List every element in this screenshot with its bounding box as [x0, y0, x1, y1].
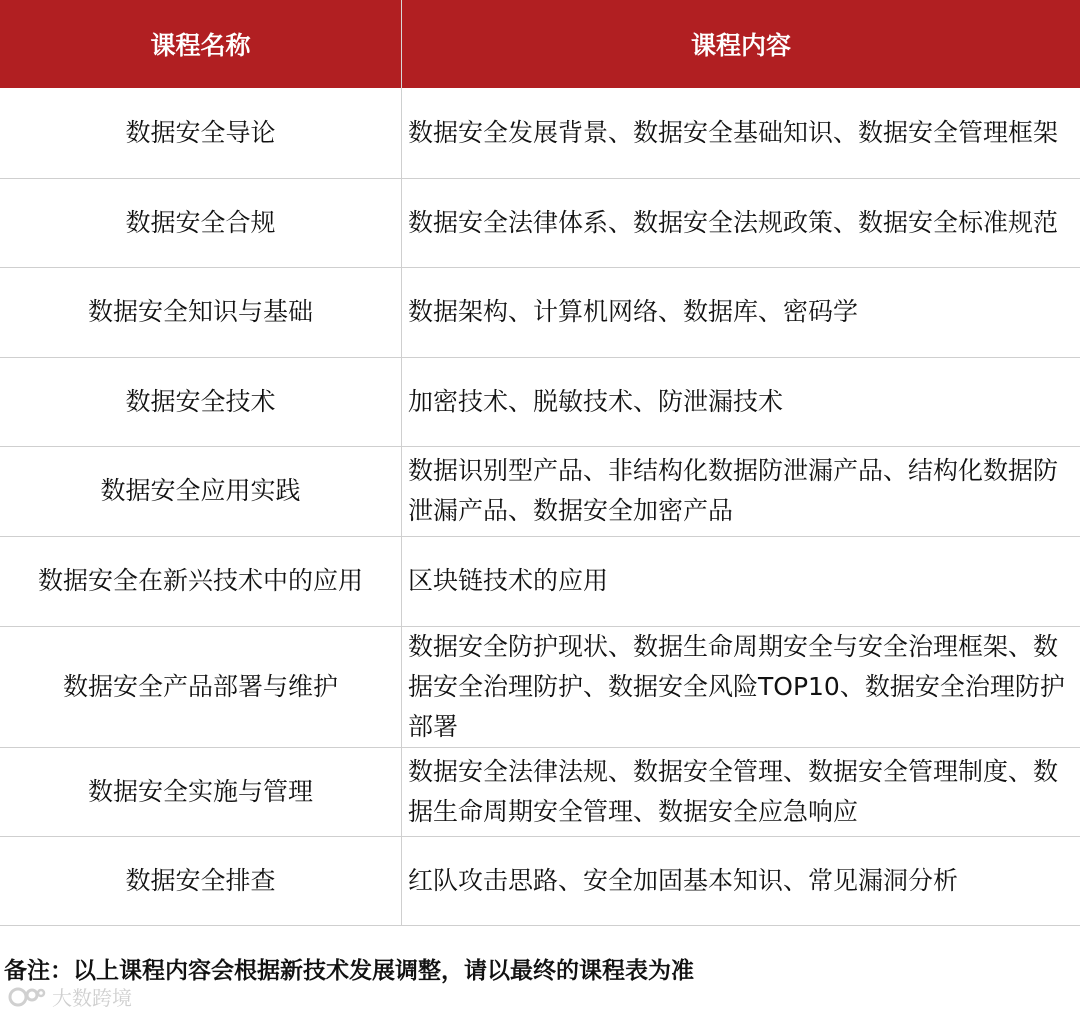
course-content-cell: 红队攻击思路、安全加固基本知识、常见漏洞分析: [402, 836, 1080, 925]
table-row: [0, 836, 1080, 925]
course-content-cell: 加密技术、脱敏技术、防泄漏技术: [402, 357, 1080, 446]
course-content-cell: 数据安全发展背景、数据安全基础知识、数据安全管理框架: [402, 88, 1080, 178]
table-row: [0, 536, 1080, 626]
course-name-cell: 数据安全在新兴技术中的应用: [0, 536, 402, 626]
course-name-cell: 数据安全导论: [0, 88, 402, 178]
footnote: 备注：以上课程内容会根据新技术发展调整，请以最终的课程表为准: [4, 958, 694, 984]
course-name-cell: 数据安全知识与基础: [0, 267, 402, 357]
table-row: [0, 178, 1080, 267]
table-row: [0, 357, 1080, 446]
brand-logo-icon: [8, 985, 46, 1009]
course-name-cell: 数据安全实施与管理: [0, 747, 402, 836]
course-content-cell: 数据安全防护现状、数据生命周期安全与安全治理框架、数据安全治理防护、数据安全风险TOP10、数据安全治理防护部署: [402, 626, 1080, 747]
course-content-cell: 数据安全法律法规、数据安全管理、数据安全管理制度、数据生命周期安全管理、数据安全应急响应: [402, 747, 1080, 836]
table-row: [0, 267, 1080, 357]
header-row: [0, 0, 1080, 88]
watermark-text: 大数跨境: [52, 986, 132, 1010]
table-row: [0, 446, 1080, 536]
header-course-name: 课程名称: [0, 0, 402, 88]
course-name-cell: 数据安全排查: [0, 836, 402, 925]
course-name-cell: 数据安全产品部署与维护: [0, 626, 402, 747]
course-content-cell: 数据安全法律体系、数据安全法规政策、数据安全标准规范: [402, 178, 1080, 267]
table-row: [0, 626, 1080, 747]
table-row: [0, 88, 1080, 178]
course-content-cell: 数据架构、计算机网络、数据库、密码学: [402, 267, 1080, 357]
table-body: [0, 88, 1080, 925]
table-header: [0, 0, 1080, 88]
course-name-cell: 数据安全合规: [0, 178, 402, 267]
course-content-cell: 数据识别型产品、非结构化数据防泄漏产品、结构化数据防泄漏产品、数据安全加密产品: [402, 446, 1080, 536]
header-course-content: 课程内容: [402, 0, 1080, 88]
course-content-cell: 区块链技术的应用: [402, 536, 1080, 626]
table-row: [0, 747, 1080, 836]
course-name-cell: 数据安全技术: [0, 357, 402, 446]
course-name-cell: 数据安全应用实践: [0, 446, 402, 536]
watermark: [8, 982, 132, 1011]
